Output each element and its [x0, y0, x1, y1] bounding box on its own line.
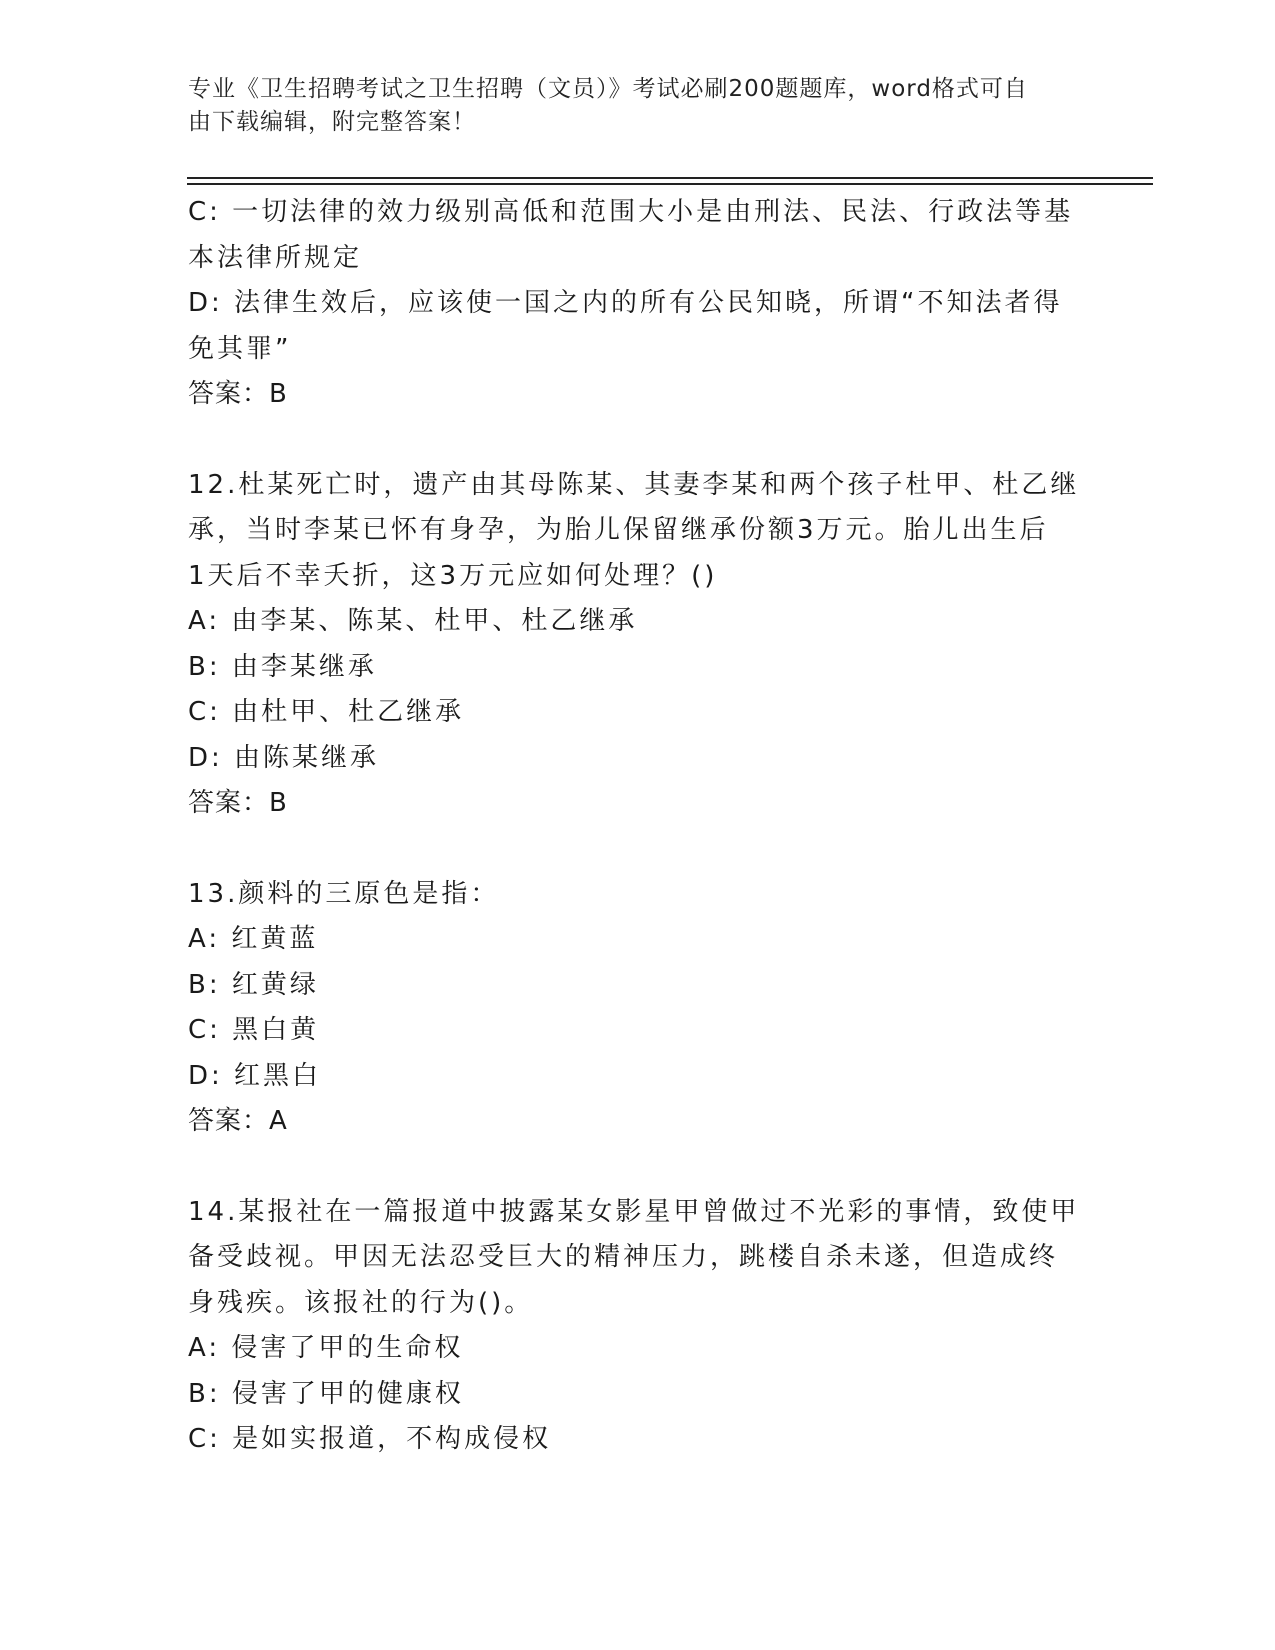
question-12-stem-line-2: 承，当时李某已怀有身孕，为胎儿保留继承份额3万元。胎儿出生后	[188, 515, 1049, 545]
question-14-option-b: B: 侵害了甲的健康权	[188, 1378, 464, 1409]
question-12-option-b: B: 由李某继承	[188, 651, 377, 682]
option-c-line-1: C: 一切法律的效力级别高低和范围大小是由刑法、民法、行政法等基	[188, 197, 1074, 227]
answer-13: 答案：A	[188, 1106, 288, 1136]
question-13-option-d: D: 红黑白	[188, 1060, 322, 1091]
question-11-tail	[188, 190, 1088, 418]
question-13-option-b: B: 红黄绿	[188, 969, 319, 1000]
question-content	[188, 190, 1088, 1463]
spacer	[188, 418, 1088, 463]
question-12-option-d: D: 由陈某继承	[188, 742, 380, 773]
header-line-2: 由下载编辑，附完整答案！	[188, 109, 476, 135]
question-12-option-a: A: 由李某、陈某、杜甲、杜乙继承	[188, 606, 638, 636]
header-rule-top	[187, 177, 1153, 179]
question-13	[188, 872, 1088, 1145]
header-line-1: 专业《卫生招聘考试之卫生招聘（文员）》考试必刷200题题库，word格式可自	[188, 76, 1028, 102]
spacer	[188, 827, 1088, 872]
spacer	[188, 1145, 1088, 1190]
question-14-option-c: C: 是如实报道，不构成侵权	[188, 1424, 552, 1454]
header-rule-bottom	[187, 183, 1153, 185]
question-14-option-a: A: 侵害了甲的生命权	[188, 1333, 464, 1363]
question-13-option-a: A: 红黄蓝	[188, 924, 319, 954]
document-header	[188, 73, 1068, 139]
question-14-stem-line-3: 身残疾。该报社的行为()。	[188, 1287, 534, 1318]
question-12-stem-line-1: 12.杜某死亡时，遗产由其母陈某、其妻李某和两个孩子杜甲、杜乙继	[188, 469, 1080, 500]
question-13-option-c: C: 黑白黄	[188, 1015, 320, 1045]
option-c-line-2: 本法律所规定	[188, 242, 363, 273]
option-d-line-1: D: 法律生效后，应该使一国之内的所有公民知晓，所谓“不知法者得	[188, 288, 1063, 318]
answer-12: 答案：B	[188, 788, 288, 818]
question-14	[188, 1190, 1088, 1463]
answer-11: 答案：B	[188, 379, 288, 409]
question-14-stem-line-1: 14.某报社在一篇报道中披露某女影星甲曾做过不光彩的事情，致使甲	[188, 1196, 1080, 1227]
option-d-line-2: 免其罪”	[188, 333, 292, 364]
question-12-option-c: C: 由杜甲、杜乙继承	[188, 697, 465, 727]
question-12-stem-line-3: 1天后不幸夭折，这3万元应如何处理？()	[188, 560, 718, 591]
question-14-stem-line-2: 备受歧视。甲因无法忍受巨大的精神压力，跳楼自杀未遂，但造成终	[188, 1242, 1059, 1272]
question-12	[188, 463, 1088, 827]
question-13-stem-line-1: 13.颜料的三原色是指：	[188, 878, 500, 909]
